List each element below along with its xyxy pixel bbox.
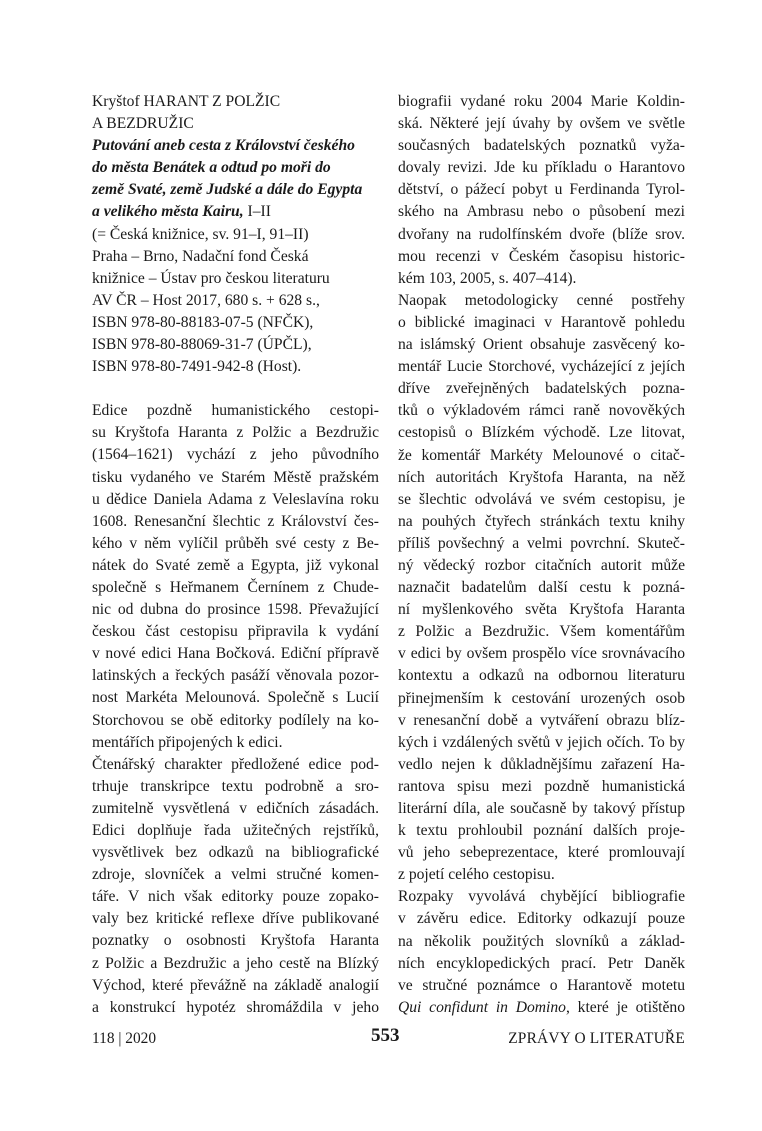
text-line: (1564–1621) vychází z jeho původního — [92, 446, 379, 464]
text-line: ní myšlenkového světa Kryštofa Haranta — [398, 601, 685, 619]
text-line: su Kryštofa Haranta z Polžic a Bezdružic — [92, 424, 379, 442]
text-line: Edici doplňuje řada užitečných rejstříků, — [92, 822, 379, 839]
right-column — [398, 91, 685, 1019]
text-line: v závěru edice. Editorky odkazují pouze — [398, 910, 685, 928]
paragraph-1 — [92, 400, 379, 754]
paragraph-4-last-line: Qui confidunt in Domino, které je otištěno — [398, 998, 685, 1016]
text-line: dříve zveřejněných badatelských pozna- — [398, 380, 685, 398]
text-line: nost Markéta Melounová. Společně s Lucií — [92, 689, 379, 707]
text-line: táře. V nich však editorky pouze zopako- — [92, 888, 379, 906]
review-header — [92, 91, 379, 378]
book-details-line: (= Česká knižnice, sv. 91–I, 91–II) — [92, 225, 309, 243]
book-author-cont: A BEZDRUŽIC — [92, 115, 194, 133]
text-line: Edice pozdně humanistického cestopi- — [92, 402, 379, 420]
text-line: ních encyklopedických prací. Petr Daněk — [398, 954, 685, 972]
text-line: kých i vzdálených světů v jejich očích. To by — [398, 733, 685, 751]
book-author: Kryštof HARANT Z POLŽIC — [92, 93, 281, 110]
text-line: rantova spisu mezi pozdně humanistická — [398, 777, 685, 795]
text-line: kém 103, 2005, s. 407–414). — [398, 269, 577, 287]
text-line: k textu prohloubil poznání dalších proje- — [398, 822, 685, 840]
section-title: ZPRÁVY O LITERATUŘE — [508, 1030, 685, 1047]
text-line: zdroje, slovníček a velmi stručné komen- — [92, 866, 379, 884]
paragraph-3 — [398, 290, 685, 887]
text-line: na pouhých čtyřech stránkách textu knihy — [398, 512, 685, 530]
text-line: nátek do Svaté země a Egypta, již vykonal — [92, 556, 379, 574]
text-line: nic od dubna do prosince 1598. Převažující — [92, 601, 379, 619]
text-line: a konstrukcí hypotéz shromáždila v jeho — [92, 998, 379, 1016]
text-line: v edici by ovšem prospělo více srovnávacího — [398, 645, 685, 663]
text-line: dovaly revizi. Jde ku příkladu o Harantovo — [398, 159, 685, 177]
text-line: dětství, o pážecí pobyt u Ferdinanda Tyrol- — [398, 181, 685, 199]
paragraph-2 — [92, 754, 379, 1019]
page-number: 553 — [371, 1025, 400, 1046]
text-line: tků o výkladovém rámci raně novověkých — [398, 402, 685, 420]
text-line: českou část cestopisu připravila k vydání — [92, 623, 379, 641]
text-line: na islámský Orient obsahuje zasvěcený ko- — [398, 336, 685, 354]
text-line: dvořany na rudolfínském dvoře (blíže srov. — [398, 225, 685, 243]
text-line: mou recenzi v Českém časopisu historic- — [398, 247, 685, 265]
text-line: ný vědecký rozbor citačních autorit může — [398, 556, 685, 574]
text-line: příliš povšechný a velmi povrchní. Skuteč- — [398, 534, 685, 552]
text-line: Naopak metodologicky cenné postřehy — [398, 291, 685, 309]
issue-number: 118 | 2020 — [92, 1030, 157, 1047]
text-line: valy bez kritické reflexe dříve publikované — [92, 910, 379, 928]
text-line: Rozpaky vyvolává chybějící bibliografie — [398, 888, 685, 906]
book-title-last: a velikého města Kairu, I–II — [92, 203, 271, 221]
text-line: literární díla, ale současně by takový přístup — [398, 800, 685, 817]
text-line: tisku vydaného ve Starém Městě pražském — [92, 468, 379, 486]
text-line: že komentář Markéty Melounové o citač- — [398, 446, 685, 464]
paragraph-2-continued — [398, 91, 685, 290]
text-line: na několik použitých slovníků a základ- — [398, 932, 685, 950]
text-line: Storchovou se obě editorky podílely na ko- — [92, 711, 379, 729]
book-details-line: ISBN 978-80-88069-31-7 (ÚPČL), — [92, 336, 312, 354]
motet-title: Qui confidunt in Domino — [398, 998, 566, 1016]
text-line: kého v něm vylíčil průběh své cesty z Be- — [92, 534, 379, 552]
text-line: se šlechtic odvolává ve svém cestopisu, je — [398, 490, 685, 508]
text-line: naznačit badatelům další cestu k pozná- — [398, 579, 685, 597]
book-details-line: AV ČR – Host 2017, 680 s. + 628 s., — [92, 291, 320, 309]
text-line: kontextu a odkazů na odbornou literaturu — [398, 667, 685, 685]
text-line: mentář Lucie Storchové, vycházející z jejích — [398, 358, 685, 376]
text-line: o biblické imaginaci v Harantově pohledu — [398, 313, 685, 331]
text-line: z Polžic a Bezdružic. Všem komentářům — [398, 623, 685, 641]
text-line: ních autoritách Kryštofa Haranta, na něž — [398, 468, 685, 486]
book-title-line: země Svaté, země Judské a dále do Egypta — [92, 181, 363, 199]
text-line: latinských a řeckých pasáží věnovala pozor- — [92, 667, 379, 685]
text-line: ve stručné poznámce o Harantově motetu — [398, 976, 685, 994]
text-line: zumitelně vysvětlená v edičních zásadách. — [92, 799, 379, 817]
text-line: ská. Některé její úvahy by ovšem ve světle — [398, 115, 685, 133]
text-line: přinejmenším k cestování urozených osob — [398, 689, 685, 707]
text-line: u dědice Daniela Adama z Veleslavína roku — [92, 490, 379, 508]
text-line: z Polžic a Bezdružic a jeho cestě na Blízký — [92, 954, 379, 972]
text-line: poznatky o osobnosti Kryštofa Haranta — [92, 932, 379, 950]
book-details-line: Praha – Brno, Nadační fond Česká — [92, 247, 309, 265]
text-line: Čtenářský charakter předložené edice pod- — [92, 755, 379, 773]
text-line: z pojetí celého cestopisu. — [398, 866, 555, 884]
book-details-line: ISBN 978-80-88183-07-5 (NFČK), — [92, 313, 314, 331]
text-line: Východ, které převážně na základě analogií — [92, 976, 379, 994]
text-line: v nové edici Hana Bočková. Ediční přípravě — [92, 645, 379, 663]
book-title-line: Putování aneb cesta z Království českého — [92, 137, 355, 155]
book-title-line: do města Benátek a odtud po moři do — [92, 159, 331, 177]
text-line: biografii vydané roku 2004 Marie Koldin- — [398, 93, 685, 110]
book-details-line: ISBN 978-80-7491-942-8 (Host). — [92, 358, 302, 376]
text-line: současných badatelských poznatků vyža- — [398, 137, 685, 155]
text-line: cestopisů o Blízkém východě. Lze litovat, — [398, 424, 685, 442]
text-line: vedlo nejen k důkladnějšímu zařazení Ha- — [398, 755, 685, 773]
text-line: mentářích připojených k edici. — [92, 733, 283, 751]
text-line: společně s Heřmanem Černínem z Chude- — [92, 578, 379, 596]
paragraph-4 — [398, 886, 685, 996]
text-line: vů jeho sebeprezentace, které promlouvají — [398, 844, 685, 862]
text-line: 1608. Renesanční šlechtic z Království čes- — [92, 512, 379, 530]
left-column — [92, 91, 379, 1019]
text-line: v renesanční době a vytváření obrazu blíz- — [398, 711, 685, 729]
text-line: ského na Ambrasu nebo o působení mezi — [398, 203, 685, 221]
text-line: trhuje transkripce textu podrobně a sro- — [92, 777, 379, 795]
book-details-line: knižnice – Ústav pro českou literaturu — [92, 269, 330, 287]
text-line: vysvětlivek bez odkazů na bibliografické — [92, 844, 379, 862]
